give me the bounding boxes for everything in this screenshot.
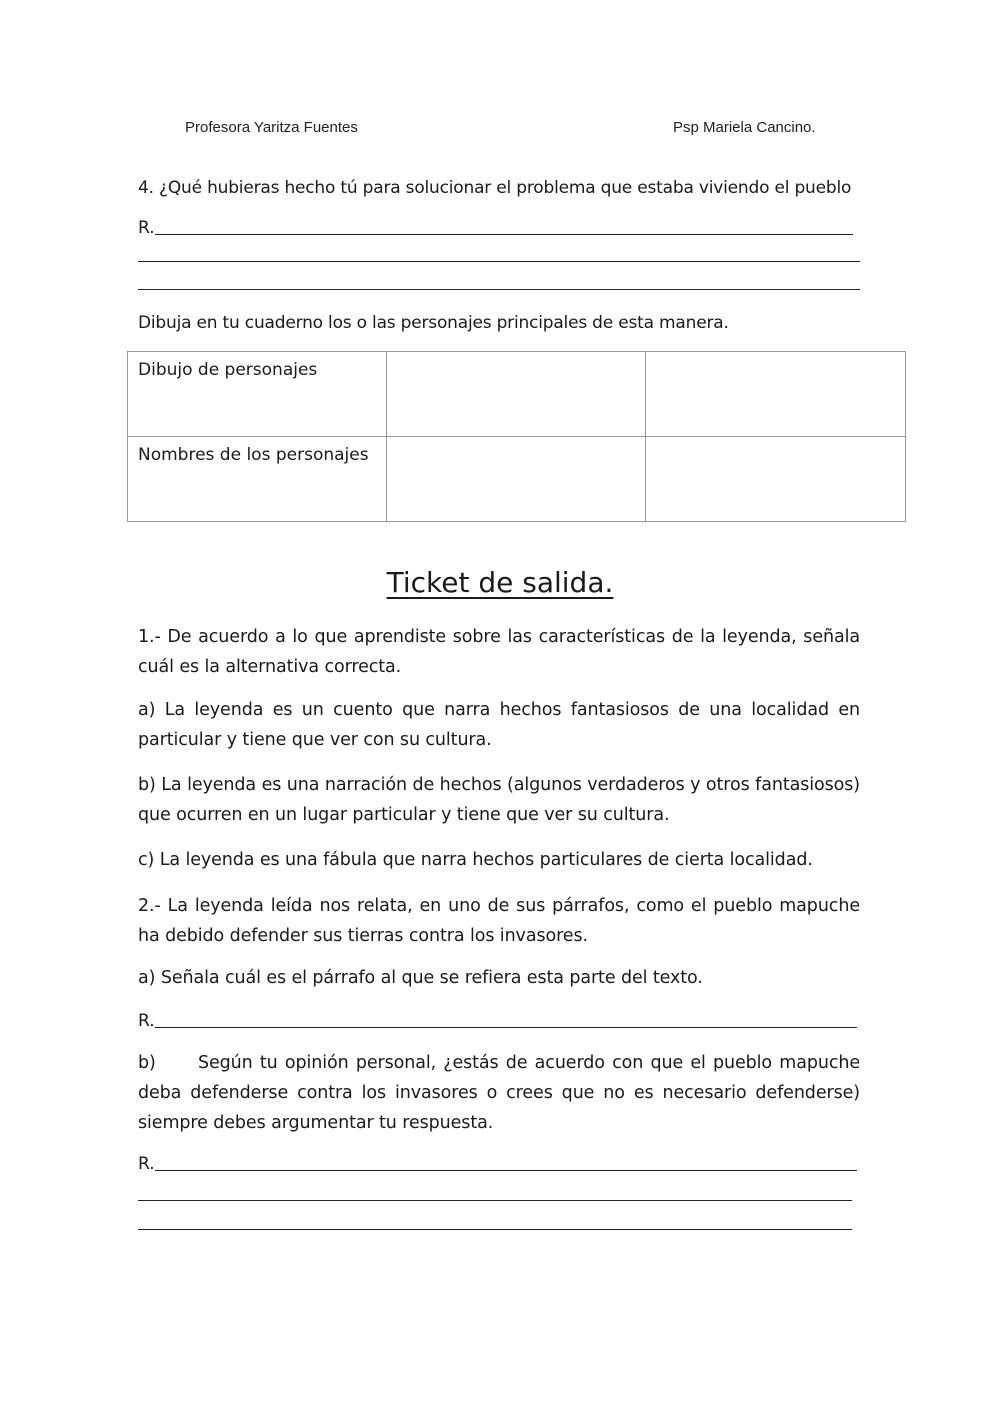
answer-line-q2b-2[interactable] bbox=[138, 1200, 852, 1201]
table-cell-empty[interactable] bbox=[646, 437, 906, 522]
table-row bbox=[128, 352, 906, 437]
answer-label-q2a: R. bbox=[138, 1011, 155, 1031]
answer-line-q4-2[interactable] bbox=[138, 261, 860, 262]
table-cell-empty[interactable] bbox=[646, 352, 906, 437]
answer-line-q2b-3[interactable] bbox=[138, 1229, 852, 1230]
question-2b bbox=[138, 1048, 860, 1138]
answer-line-q2b-1[interactable] bbox=[155, 1170, 857, 1171]
question-2: 2.- La leyenda leída nos relata, en uno de sus párrafos, como el pueblo mapuche ha debido defender sus tierras contra los invasores. bbox=[138, 896, 860, 946]
option-1a: a) La leyenda es un cuento que narra hechos fantasiosos de una localidad en particular y tiene que ver con su cultura. bbox=[138, 700, 860, 750]
header-teacher: Profesora Yaritza Fuentes bbox=[185, 119, 358, 136]
answer-label-q4: R. bbox=[138, 218, 155, 238]
table-cell-empty[interactable] bbox=[386, 352, 646, 437]
characters-table bbox=[127, 351, 906, 522]
option-1b: b) La leyenda es una narración de hechos (algunos verdaderos y otros fantasiosos) que ocurren en un lugar particular y tiene que ver su cultura. bbox=[138, 775, 860, 825]
question-1: 1.- De acuerdo a lo que aprendiste sobre las características de la leyenda, señala cuál es la alternativa correcta. bbox=[138, 627, 860, 677]
table-row bbox=[128, 437, 906, 522]
table-cell-label: Dibujo de personajes bbox=[128, 352, 387, 437]
question-2b-marker: b) bbox=[138, 1053, 156, 1073]
ticket-title: Ticket de salida. bbox=[386, 566, 614, 599]
option-1c: c) La leyenda es una fábula que narra hechos particulares de cierta localidad. bbox=[138, 850, 813, 870]
question-2a: a) Señala cuál es el párrafo al que se refiera esta parte del texto. bbox=[138, 968, 703, 988]
table-cell-empty[interactable] bbox=[386, 437, 646, 522]
question-2b-text: Según tu opinión personal, ¿estás de acuerdo con que el pueblo mapuche deba defenderse contra los invasores o crees que no es necesario defenderse) siempre debes argumentar tu respuesta. bbox=[138, 1053, 860, 1133]
answer-line-q4-1[interactable] bbox=[155, 234, 853, 235]
table-cell-label: Nombres de los personajes bbox=[128, 437, 387, 522]
answer-line-q2a[interactable] bbox=[155, 1027, 857, 1028]
question-4: 4. ¿Qué hubieras hecho tú para solucionar el problema que estaba viviendo el pueblo bbox=[138, 178, 852, 198]
answer-label-q2b: R. bbox=[138, 1154, 155, 1174]
draw-instruction: Dibuja en tu cuaderno los o las personajes principales de esta manera. bbox=[138, 313, 729, 333]
header-assistant: Psp Mariela Cancino. bbox=[673, 119, 816, 136]
answer-line-q4-3[interactable] bbox=[138, 289, 860, 290]
